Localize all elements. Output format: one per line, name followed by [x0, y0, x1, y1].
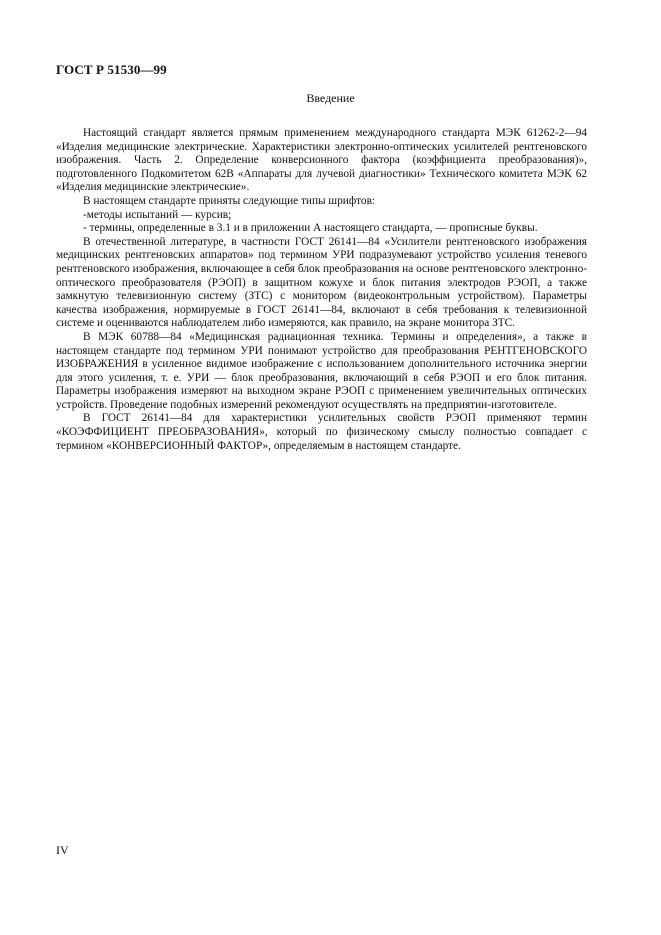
- document-header: ГОСТ Р 51530—99: [56, 62, 167, 77]
- paragraph-domestic-literature: В отечественной литературе, в частности ГОСТ 26141—84 «Усилители рентгеновского изображения медицинских рентгеновских аппаратов» под термином УРИ подразумевают устройство усиления теневого рентгеновского изображения, включающее в себя блок преобразования на основе рентгеновского электронно-оптического преобразователя (РЭОП) в защитном кожухе и блок питания электродов РЭОП, а также замкнутую телевизионную систему (ЗТС) с монитором (видеоконтрольным устройством). Параметры качества изображения, нормируемые в ГОСТ 26141—84, включают в себя требования к телевизионной системе и оцениваются наблюдателем либо измеряются, как правило, на экране монитора ЗТС.: [56, 235, 587, 330]
- section-title: Введение: [306, 91, 355, 105]
- paragraph-fonts: В настоящем стандарте приняты следующие типы шрифтов:: [83, 194, 376, 207]
- page-number: IV: [56, 843, 69, 857]
- section-body: [56, 127, 587, 453]
- paragraph-intro: Настоящий стандарт является прямым применением международного стандарта МЭК 61262-2—94 «Изделия медицинские электрические. Характеристики электронно-оптических усилителей рентгеновского изображения. Часть 2. Определение конверсионного фактора (коэффициента преобразования)», подготовленного Подкомитетом 62В «Аппараты для лучевой диагностики» Технического комитета МЭК 62 «Изделия медицинские электрические».: [56, 127, 587, 194]
- paragraph-iec-60788: В МЭК 60788—84 «Медицинская радиационная техника. Термины и определения», а также в настоящем стандарте под термином УРИ понимают устройство для преобразования РЕНТГЕНОВСКОГО ИЗОБРАЖЕНИЯ в усиленное видимое изображение с использованием дополнительного источника энергии для этого усиления, т. е. УРИ — блок преобразования, включающий в себя РЭОП и его блок питания. Параметры изображения измеряют на выходном экране РЭОП с применением увеличительных оптических устройств. Проведение подобных измерений рекомендуют осуществлять на предприятии-изготовителе.: [56, 330, 587, 411]
- list-item-terms: - термины, определенные в 3.1 и в приложении А настоящего стандарта, — прописные буквы.: [83, 222, 538, 235]
- paragraph-conversion-factor: В ГОСТ 26141—84 для характеристики усилительных свойств РЭОП применяют термин «КОЭФФИЦИЕНТ ПРЕОБРАЗОВАНИЯ», который по физическому смыслу полностью совпадает с термином «КОНВЕРСИОННЫЙ ФАКТОР», определяемым в настоящем стандарте.: [56, 412, 587, 452]
- list-item-methods: -методы испытаний — курсив;: [83, 208, 232, 221]
